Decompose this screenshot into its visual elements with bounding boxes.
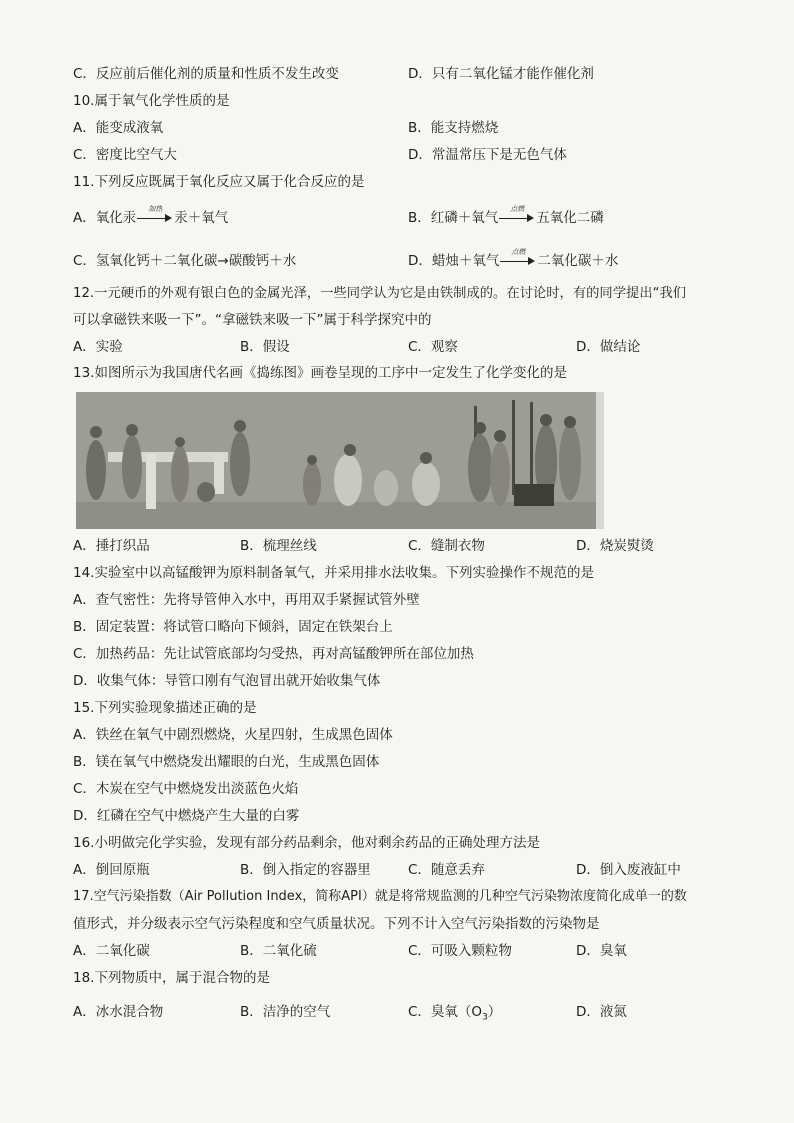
q16-stem: 16.小明做完化学实验，发现有部分药品剩余，他对剩余药品的正确处理方法是 — [73, 835, 540, 851]
q11-b-reactant: B．红磷＋氧气 — [408, 210, 499, 226]
q14-option-b: B．固定装置：将试管口略向下倾斜，固定在铁架台上 — [73, 619, 393, 635]
q11-d-product: 二氧化碳＋水 — [537, 253, 619, 269]
q14-option-d: D．收集气体：导管口刚有气泡冒出就开始收集气体 — [73, 673, 381, 689]
daolian-painting-image — [76, 392, 604, 529]
q9-option-c: C．反应前后催化剂的质量和性质不发生改变 — [73, 66, 339, 82]
q14-option-a: A．查气密性：先将导管伸入水中，再用双手紧握试管外壁 — [73, 592, 420, 608]
q11-option-a — [73, 205, 229, 228]
q16-option-a: A．倒回原瓶 — [73, 862, 150, 878]
q10-stem: 10.属于氧气化学性质的是 — [73, 93, 230, 109]
q11-stem: 11.下列反应既属于氧化反应又属于化合反应的是 — [73, 174, 365, 190]
q18-c-close: ） — [487, 1004, 502, 1020]
q13-option-b: B．梳理丝线 — [240, 538, 317, 554]
q11-a-reactant: A．氧化汞 — [73, 210, 137, 226]
q12-option-b: B．假设 — [240, 339, 290, 355]
q17-stem-line1: 17.空气污染指数（Air Pollution Index，简称API）就是将常规监测的几种空气污染物浓度简化成单一的数 — [73, 889, 687, 904]
q13-stem: 13.如图所示为我国唐代名画《捣练图》画卷呈现的工序中一定发生了化学变化的是 — [73, 365, 567, 381]
q16-option-d: D．倒入废液缸中 — [576, 862, 681, 878]
q18-c-text: C．臭氧（O — [408, 1004, 483, 1020]
q16-option-b: B．倒入指定的容器里 — [240, 862, 371, 878]
reaction-arrow — [500, 248, 536, 268]
q9-option-d: D．只有二氧化锰才能作催化剂 — [408, 66, 594, 82]
q11-option-b — [408, 205, 604, 228]
q15-option-a: A．铁丝在氧气中剧烈燃烧，火星四射，生成黑色固体 — [73, 727, 393, 743]
reaction-arrow — [137, 205, 173, 225]
q11-option-d — [408, 248, 619, 271]
q17-option-b: B．二氧化硫 — [240, 943, 317, 959]
q10-option-c: C．密度比空气大 — [73, 147, 177, 163]
q15-stem: 15.下列实验现象描述正确的是 — [73, 700, 257, 716]
q17-stem-line2: 值形式，并分级表示空气污染程度和空气质量状况。下列不计入空气污染指数的污染物是 — [73, 916, 600, 932]
q12-stem-line1: 12.一元硬币的外观有银白色的金属光泽，一些同学认为它是由铁制成的。在讨论时，有的同学提出“我们 — [73, 286, 687, 301]
q12-option-d: D．做结论 — [576, 339, 641, 355]
q11-b-product: 五氧化二磷 — [536, 210, 604, 226]
q18-c-subscript: 3 — [482, 1012, 488, 1023]
q18-option-a: A．冰水混合物 — [73, 1004, 164, 1020]
q18-option-b: B．洁净的空气 — [240, 1004, 331, 1020]
q12-option-a: A．实验 — [73, 339, 123, 355]
q17-option-d: D．臭氧 — [576, 943, 627, 959]
reaction-condition: 点燃 — [510, 205, 525, 213]
q10-option-d: D．常温常压下是无色气体 — [408, 147, 567, 163]
q11-option-c: C．氢氧化钙＋二氧化碳→碳酸钙＋水 — [73, 253, 297, 269]
q17-option-a: A．二氧化碳 — [73, 943, 150, 959]
reaction-condition: 点燃 — [511, 248, 526, 256]
q14-option-c: C．加热药品：先让试管底部均匀受热，再对高锰酸钾所在部位加热 — [73, 646, 474, 662]
q13-option-c: C．缝制衣物 — [408, 538, 485, 554]
q10-option-a: A．能变成液氧 — [73, 120, 164, 136]
reaction-arrow — [499, 205, 535, 225]
q11-a-product: 汞＋氧气 — [174, 210, 229, 226]
q18-option-c — [408, 1002, 501, 1028]
reaction-condition: 加热 — [148, 205, 163, 213]
q15-option-b: B．镁在氧气中燃烧发出耀眼的白光，生成黑色固体 — [73, 754, 380, 770]
q17-option-c: C．可吸入颗粒物 — [408, 943, 512, 959]
q13-option-a: A．捶打织品 — [73, 538, 150, 554]
q13-option-d: D．烧炭熨烫 — [576, 538, 654, 554]
q18-stem: 18.下列物质中，属于混合物的是 — [73, 970, 270, 986]
q16-option-c: C．随意丢弃 — [408, 862, 485, 878]
q10-option-b: B．能支持燃烧 — [408, 120, 499, 136]
q18-option-d: D．液氮 — [576, 1004, 627, 1020]
q12-option-c: C．观察 — [408, 339, 458, 355]
q15-option-d: D．红磷在空气中燃烧产生大量的白雾 — [73, 808, 300, 824]
q12-stem-line2: 可以拿磁铁来吸一下”。“拿磁铁来吸一下”属于科学探究中的 — [73, 312, 432, 328]
q15-option-c: C．木炭在空气中燃烧发出淡蓝色火焰 — [73, 781, 299, 797]
q11-d-reactant: D．蜡烛＋氧气 — [408, 253, 500, 269]
q14-stem: 14.实验室中以高锰酸钾为原料制备氧气，并采用排水法收集。下列实验操作不规范的是 — [73, 565, 594, 581]
